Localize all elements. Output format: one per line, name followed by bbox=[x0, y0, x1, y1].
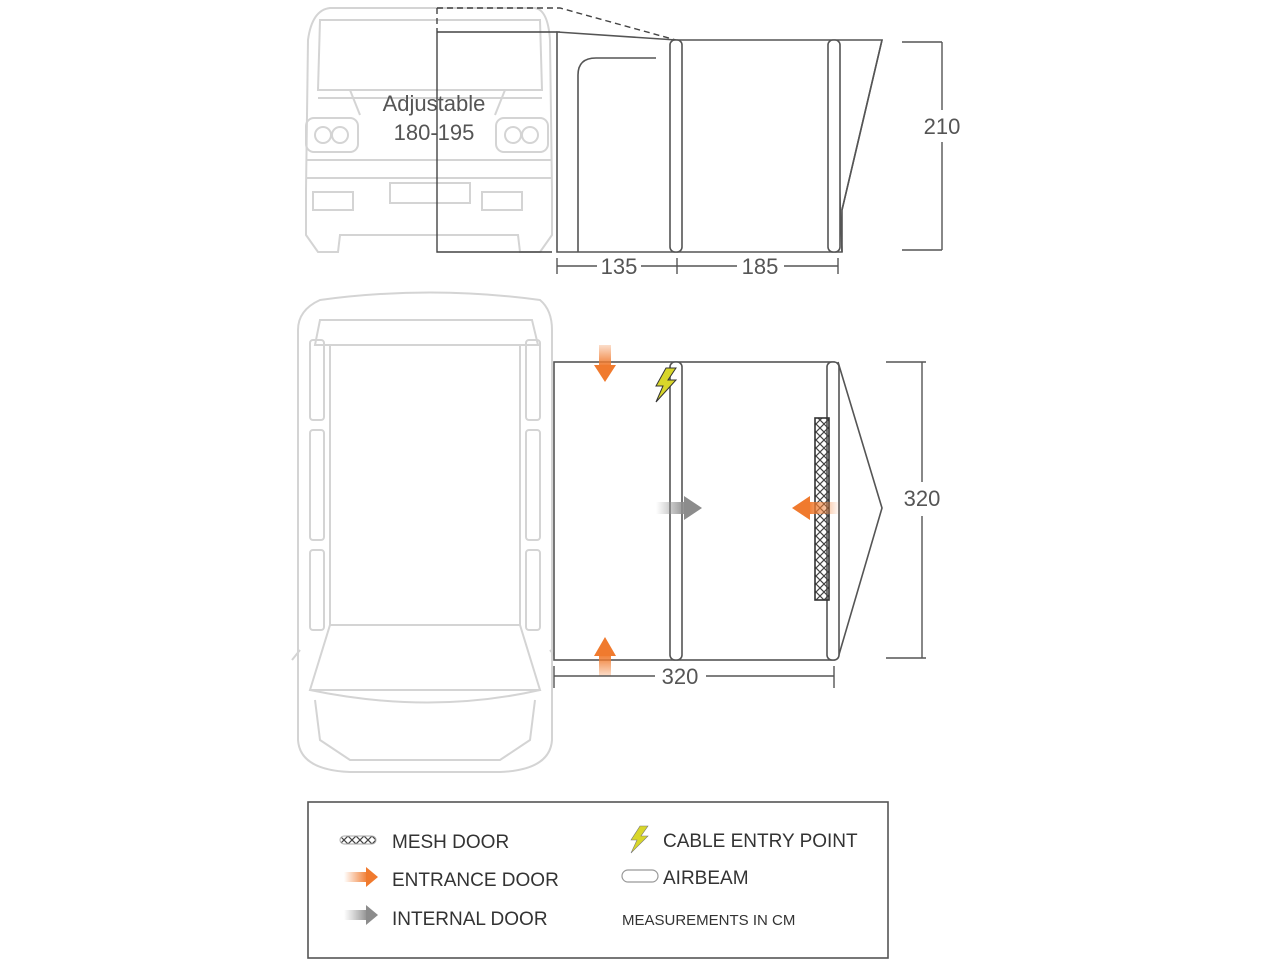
section-length-dimensions bbox=[557, 258, 838, 274]
legend-measurements-note: MEASUREMENTS IN CM bbox=[622, 912, 796, 929]
van-adjustable-range: 180-195 bbox=[393, 120, 475, 145]
legend-airbeam: AIRBEAM bbox=[663, 868, 749, 889]
mesh-icon bbox=[340, 836, 376, 844]
legend-internal-door: INTERNAL DOOR bbox=[392, 909, 548, 930]
van-adjustable-label: Adjustable bbox=[382, 91, 486, 116]
legend-mesh-door: MESH DOOR bbox=[392, 832, 510, 853]
section-2-length-label: 185 bbox=[741, 254, 779, 279]
airbeam-icon bbox=[622, 870, 658, 882]
height-dimension bbox=[902, 42, 942, 250]
section-1-length-label: 135 bbox=[600, 254, 638, 279]
height-label: 210 bbox=[923, 114, 961, 139]
van-top-view bbox=[292, 293, 558, 773]
plan-width-label: 320 bbox=[661, 664, 699, 689]
legend bbox=[308, 802, 888, 958]
plan-depth-label: 320 bbox=[903, 486, 941, 511]
legend-cable-entry-point: CABLE ENTRY POINT bbox=[663, 831, 858, 852]
legend-entrance-door: ENTRANCE DOOR bbox=[392, 870, 559, 891]
